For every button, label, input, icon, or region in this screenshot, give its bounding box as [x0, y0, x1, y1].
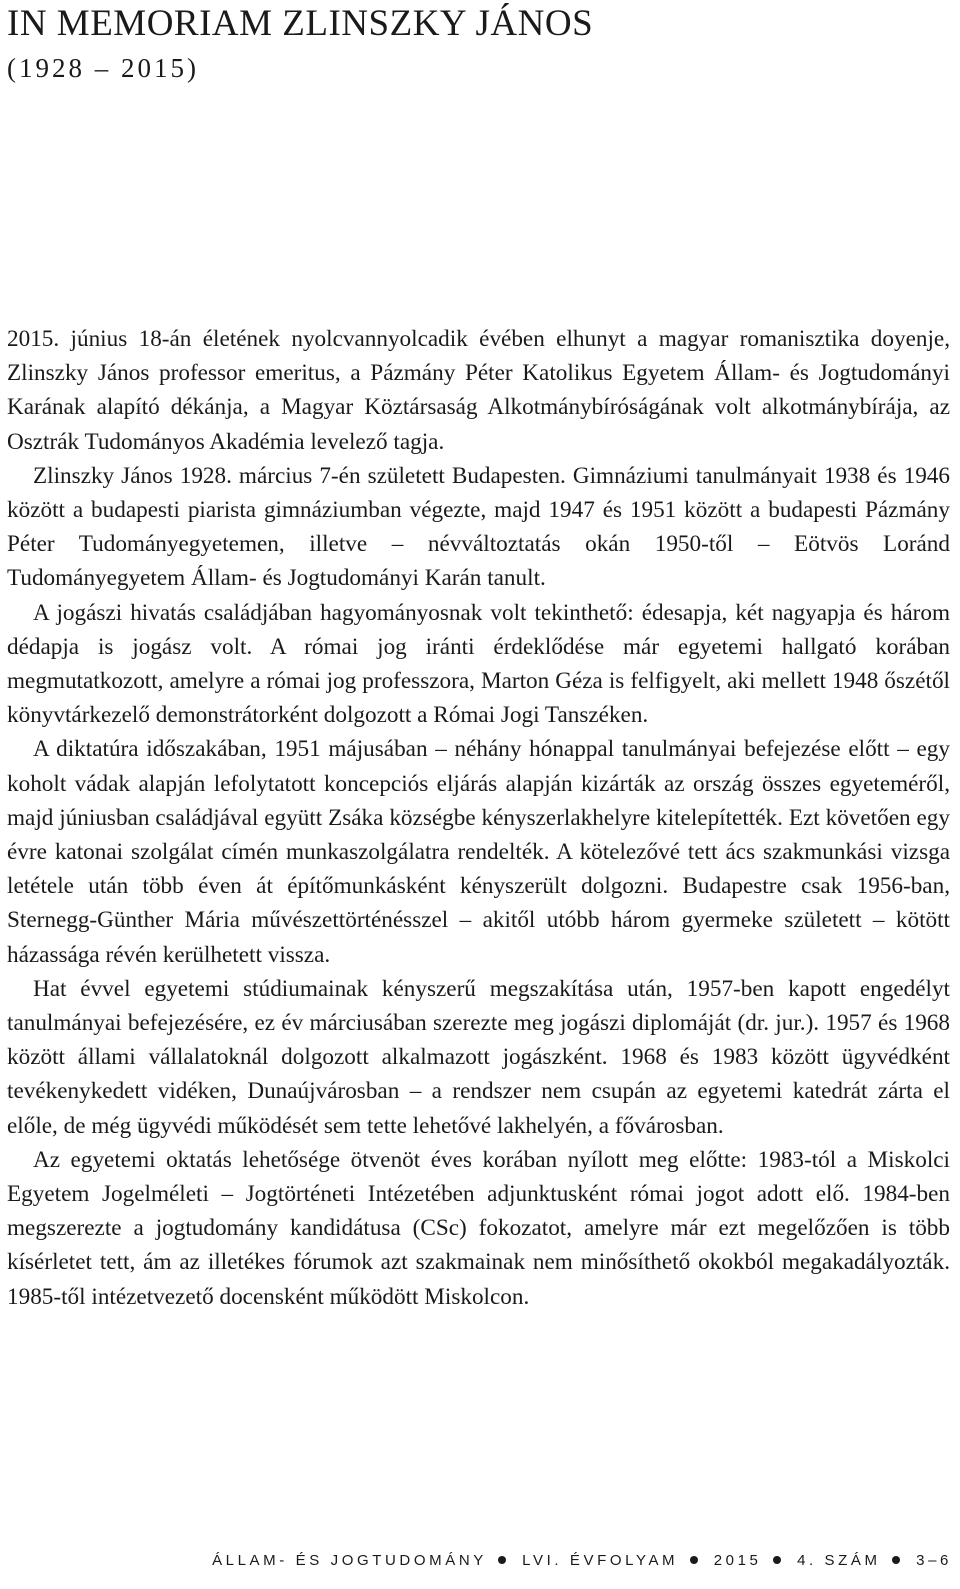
running-footer — [212, 1552, 952, 1569]
paragraph-2: Zlinszky János 1928. március 7-én született Budapesten. Gimnáziumi tanulmányait 1938 és 1946 között a budapesti piarista gimnáziumban végezte, majd 1947 és 1951 között a budapesti Pázmány Péter Tudományegyetemen, illetve – névváltoztatás okán 1950-től – Eötvös Loránd Tudományegyetem Állam- és Jogtudományi Karán tanult. — [7, 462, 950, 592]
paragraph-3: A jogászi hivatás családjában hagyományosnak volt tekinthető: édesapja, két nagyapja és három dédapja is jogász volt. A római jog iránti érdeklődése már egyetemi hallgató korában megmutatkozott, amelyre a római jog professzora, Marton Géza is felfigyelt, aki mellett 1948 őszétől könyvtárkezelő demonstrátorként dolgozott a Római Jogi Tanszéken. — [7, 599, 950, 729]
bullet-icon — [498, 1556, 506, 1564]
bullet-icon — [892, 1556, 900, 1564]
life-years: (1928 – 2015) — [7, 53, 199, 83]
footer-volume: LVI. ÉVFOLYAM — [522, 1552, 679, 1569]
article-body — [7, 322, 950, 1314]
paragraph-4: A diktatúra időszakában, 1951 májusában – néhány hónappal tanulmányai befejezése előtt – egy koholt vádak alapján lefolytatott koncepciós eljárás alapján kizárták az ország összes egyeteméről, majd júniusban családjával együtt Zsáka községbe kényszerlakhelyre kitelepítették. Ezt követően egy évre katonai szolgálat címén munkaszolgálatra rendelték. A kötelezővé tett ács szakmunkási vizsga letétele után több éven át építőmunkásként kényszerült dolgozni. Budapestre csak 1956-ban, Sternegg-Günther Mária művészettörténésszel – akitől utóbb három gyermeke született – kötött házassága révén kerülhetett vissza. — [7, 736, 950, 968]
footer-issue: 4. SZÁM — [797, 1552, 881, 1569]
bullet-icon — [773, 1556, 781, 1564]
paragraph-1: 2015. június 18-án életének nyolcvannyolcadik évében elhunyt a magyar romanisztika doyenje, Zlinszky János professor emeritus, a Pázmány Péter Katolikus Egyetem Állam- és Jogtudományi Karának alapító dékánja, a Magyar Köztársaság Alkotmánybíróságának volt alkotmánybírája, az Osztrák Tudományos Akadémia levelező tagja. — [7, 326, 950, 455]
footer-pages: 3–6 — [916, 1552, 952, 1569]
bullet-icon — [690, 1556, 698, 1564]
footer-year: 2015 — [713, 1552, 762, 1569]
footer-journal: ÁLLAM- ÉS JOGTUDOMÁNY — [212, 1552, 487, 1569]
paragraph-6: Az egyetemi oktatás lehetősége ötvenöt éves korában nyílott meg előtte: 1983-tól a Miskolci Egyetem Jogelméleti – Jogtörténeti Intézetében adjunktusként római jogot adott elő. 1984-ben megszerezte a jogtudomány kandidátusa (CSc) fokozatot, amelyre már ezt megelőzően is több kísérletet tett, ám az illetékes fórumok azt szakmainak nem minősíthető okokból megakadályozták. 1985-től intézetvezető docensként működött Miskolcon. — [7, 1146, 950, 1310]
paragraph-5: Hat évvel egyetemi stúdiumainak kényszerű megszakítása után, 1957-ben kapott engedélyt tanulmányai befejezésére, ez év márciusában szerezte meg jogászi diplomáját (dr. jur.). 1957 és 1968 között állami vállalatoknál dolgozott alkalmazott jogászként. 1968 és 1983 között ügyvédként tevékenykedett vidéken, Dunaújvárosban – a rendszer nem csupán az egyetemi katedrát zárta el előle, de még ügyvédi működését sem tette lehetővé lakhelyén, a fővárosban. — [7, 975, 950, 1139]
article-title: IN MEMORIAM ZLINSZKY JÁNOS — [7, 3, 594, 44]
